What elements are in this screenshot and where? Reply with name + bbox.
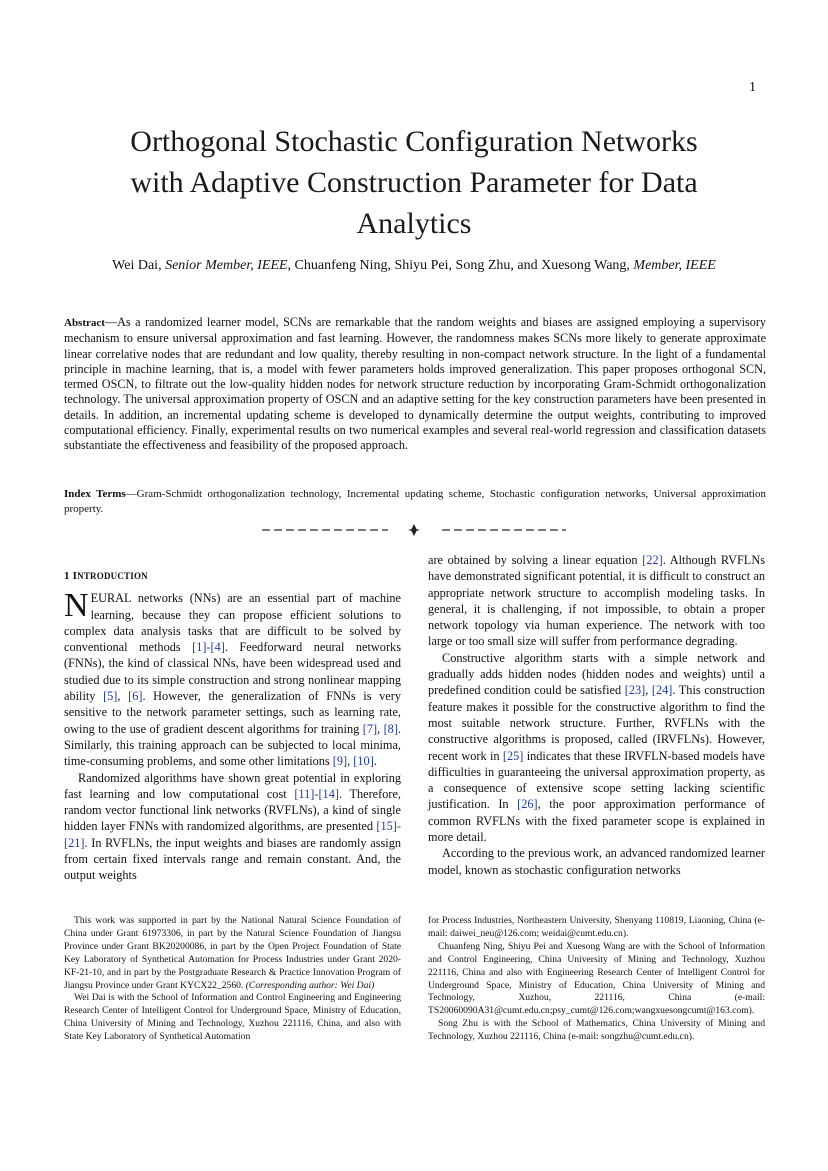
text-run: indicates that these IRVFLN-based models have difficulties in guaranteeing the universal approximation property, as a consequence of extensive scope setting lacking scientific justification. In bbox=[428, 748, 765, 812]
paragraph bbox=[64, 770, 401, 884]
text-run: . Feedforward neural networks (FNNs), the kind of classical NNs, have been widespread used and studied due to its simple construction and strong nonlinear mapping ability bbox=[64, 640, 401, 704]
citation-link[interactable]: [23] bbox=[624, 683, 646, 698]
text-run: , bbox=[377, 721, 384, 736]
text-run: are obtained by solving a linear equation bbox=[428, 553, 643, 567]
diamond-ornament-icon bbox=[408, 524, 420, 536]
text-run: Constructive algorithm starts with a simple network and gradually adds hidden nodes (hidden nodes and weights) until a predefined condition could be satisfied bbox=[428, 650, 765, 698]
text-run: Randomized algorithms have shown great potential in exploring fast learning and low computational cost bbox=[64, 770, 401, 801]
citation-link[interactable]: [1]-[4] bbox=[192, 640, 225, 655]
citation-link[interactable]: [9] bbox=[332, 754, 348, 769]
page-number: 1 bbox=[749, 80, 756, 95]
citation-link[interactable]: [10] bbox=[353, 754, 374, 769]
abstract-text: —As a randomized learner model, SCNs are remarkable that the random weights and biases are assigned employing a supervisory mechanism to ensure universal approximation and fast learning. However, the randomness makes SCNs more likely to generate approximate linear correlative nodes that are redundant and low quality, thereby resulting in non-compact network structure. In the light of a fundamental principle in machine learning, that is, a model with fewer parameters holds improved generalization. This paper proposes orthogonal SCN, termed OSCN, to filtrate out the low-quality hidden nodes for network structure reduction by incorporating Gram-Schmidt orthogonalization technology. The universal approximation property of OSCN and an adaptive setting for the key construction parameters have been presented in details. In addition, an incremental updating scheme is developed to dynamically determine the output weights, contributing to improved computational efficiency. Finally, experimental results on two numerical examples and several real-world regression and classification datasets substantiate the effectiveness and feasibility of the proposed approach. bbox=[64, 315, 766, 453]
text-run: , bbox=[645, 683, 652, 698]
author-role: Senior Member, IEEE bbox=[165, 258, 288, 273]
footnote: Wei Dai is with the School of Information and Control Engineering and Engineering Research Center of Intelligent Control for Underground Space, Ministry of Education, China University of Mining and Technology, Xuzhou 221116, China, and also with State Key Laboratory of Synthetical Automation bbox=[64, 992, 401, 1043]
footnote: Chuanfeng Ning, Shiyu Pei and Xuesong Wang are with the School of Information and Control Engineering, China University of Mining and Technology, Xuzhou 221116, China and also with Engineering Research Center of Intelligent Control for Underground Space, Ministry of Education, China University of Mining and Technology, Xuzhou, 221116, China (e-mail: TS20060090A31@cumt.edu.cn;psy_cumt@126.com;wangxuesongcumt@163.com). bbox=[428, 940, 765, 1017]
abstract-label: Abstract bbox=[64, 317, 105, 329]
drop-cap: N bbox=[64, 587, 89, 625]
footnote-text: This work was supported in part by the National Natural Science Foundation of China under Grant 61973306, in part by the Natural Science Foundation of Jiangsu Province under Grant BK20200086, in part by the Open Project Foundation of State Key Laboratory of Synthetical Automation for Process Industries under Grant 2020-KF-21-10, and in part by the Postgraduate Research & Practice Innovation Program of Jiangsu Province under Grant KYCX22_2560. bbox=[64, 915, 401, 991]
citation-link[interactable]: [7] bbox=[362, 721, 378, 736]
footnote bbox=[64, 915, 401, 992]
index-terms bbox=[64, 487, 766, 516]
author-names: Wei Dai, bbox=[112, 258, 166, 273]
footnote: Song Zhu is with the School of Mathematics, China University of Mining and Technology, Xuzhou 221116, China (e-mail: songzhu@cumt.edu.cn). bbox=[428, 1018, 765, 1043]
author-names: , Chuanfeng Ning, Shiyu Pei, Song Zhu, and Xuesong Wang, bbox=[287, 258, 634, 273]
author-role: Member, IEEE bbox=[633, 258, 716, 273]
citation-link[interactable]: [8] bbox=[383, 721, 398, 736]
text-run: . Similarly, this training approach can be subjected to local minima, time-consuming problems, and some other limitations bbox=[64, 721, 401, 769]
index-terms-text: —Gram-Schmidt orthogonalization technology, Incremental updating scheme, Stochastic configuration networks, Universal approximation property. bbox=[64, 488, 766, 515]
text-run: , bbox=[117, 689, 129, 704]
footnote: for Process Industries, Northeastern University, Shenyang 110819, Liaoning, China (e-mail: daiwei_neu@126.com; weidai@cumt.edu.cn). bbox=[428, 915, 765, 939]
section-heading-rest: NTRODUCTION bbox=[77, 571, 148, 581]
abstract bbox=[64, 315, 766, 454]
footnotes-right bbox=[428, 915, 765, 1044]
text-run: . This construction feature makes it possible for the constructive algorithm to find the most suitable network structure. Further, RVFLNs with the constructive algorithms is proposed, called (IRVFLNs). However, recent work in bbox=[428, 683, 765, 763]
citation-link[interactable]: [24] bbox=[651, 683, 673, 698]
paper-title bbox=[64, 121, 764, 244]
corresponding-author-note: (Corresponding author: Wei Dai) bbox=[245, 979, 375, 991]
paragraph bbox=[428, 552, 765, 650]
citation-link[interactable]: [15]-[21] bbox=[64, 819, 401, 850]
right-column bbox=[428, 552, 765, 878]
text-run: EURAL networks (NNs) are an essential part of machine learning, because they can propose efficient solutions to complex data analysis tasks that are difficult to be solved by conventional methods bbox=[64, 591, 401, 655]
text-run: . Therefore, random vector functional link networks (RVFLNs), a kind of single hidden layer FNNs with randomized algorithms, are presented bbox=[64, 786, 401, 834]
paragraph bbox=[64, 587, 401, 769]
citation-link[interactable]: [26] bbox=[517, 797, 538, 812]
citation-link[interactable]: [5] bbox=[103, 689, 118, 704]
index-terms-label: Index Terms bbox=[64, 488, 126, 500]
citation-link[interactable]: [25] bbox=[502, 748, 524, 763]
text-run: . However, the generalization of FNNs is very sensitive to the network parameter settings, such as learning rate, owing to the use of gradient descent algorithms for training bbox=[64, 689, 401, 736]
section-heading-initial: I bbox=[72, 570, 78, 582]
title-line: Orthogonal Stochastic Configuration Networks bbox=[130, 125, 698, 158]
title-line: Analytics bbox=[356, 207, 472, 240]
section-number: 1 bbox=[64, 570, 73, 582]
title-line: with Adaptive Construction Parameter for Data bbox=[130, 166, 698, 199]
citation-link[interactable]: [6] bbox=[128, 689, 143, 704]
section-heading bbox=[64, 568, 401, 584]
citation-link[interactable]: [22] bbox=[642, 553, 663, 567]
text-run: . In RVFLNs, the input weights and biases are randomly assign from certain fixed intervals range and remain constant. And, the output weights bbox=[64, 835, 401, 883]
left-column bbox=[64, 552, 401, 884]
text-run: , the poor approximation performance of common RVFLNs with the fixed parameter scope is explained in more detail. bbox=[428, 797, 765, 845]
text-run: . bbox=[373, 754, 377, 769]
paragraph: According to the previous work, an advanced randomized learner model, known as stochastic configuration networks bbox=[428, 846, 765, 877]
author-line bbox=[64, 258, 764, 274]
citation-link[interactable]: [11]-[14] bbox=[294, 786, 339, 801]
text-run: , bbox=[347, 754, 354, 769]
text-run: . Although RVFLNs have demonstrated significant potential, it is difficult to construct an appropriate network structure to accomplish modeling tasks. In general, it is challenging, if not impossible, to obtain a proper network topology via human experience. The network with too large or too small size will suffer from performance degrading. bbox=[428, 553, 765, 649]
footnotes-left bbox=[64, 915, 401, 1044]
section-separator bbox=[0, 522, 828, 538]
paragraph bbox=[428, 650, 765, 846]
